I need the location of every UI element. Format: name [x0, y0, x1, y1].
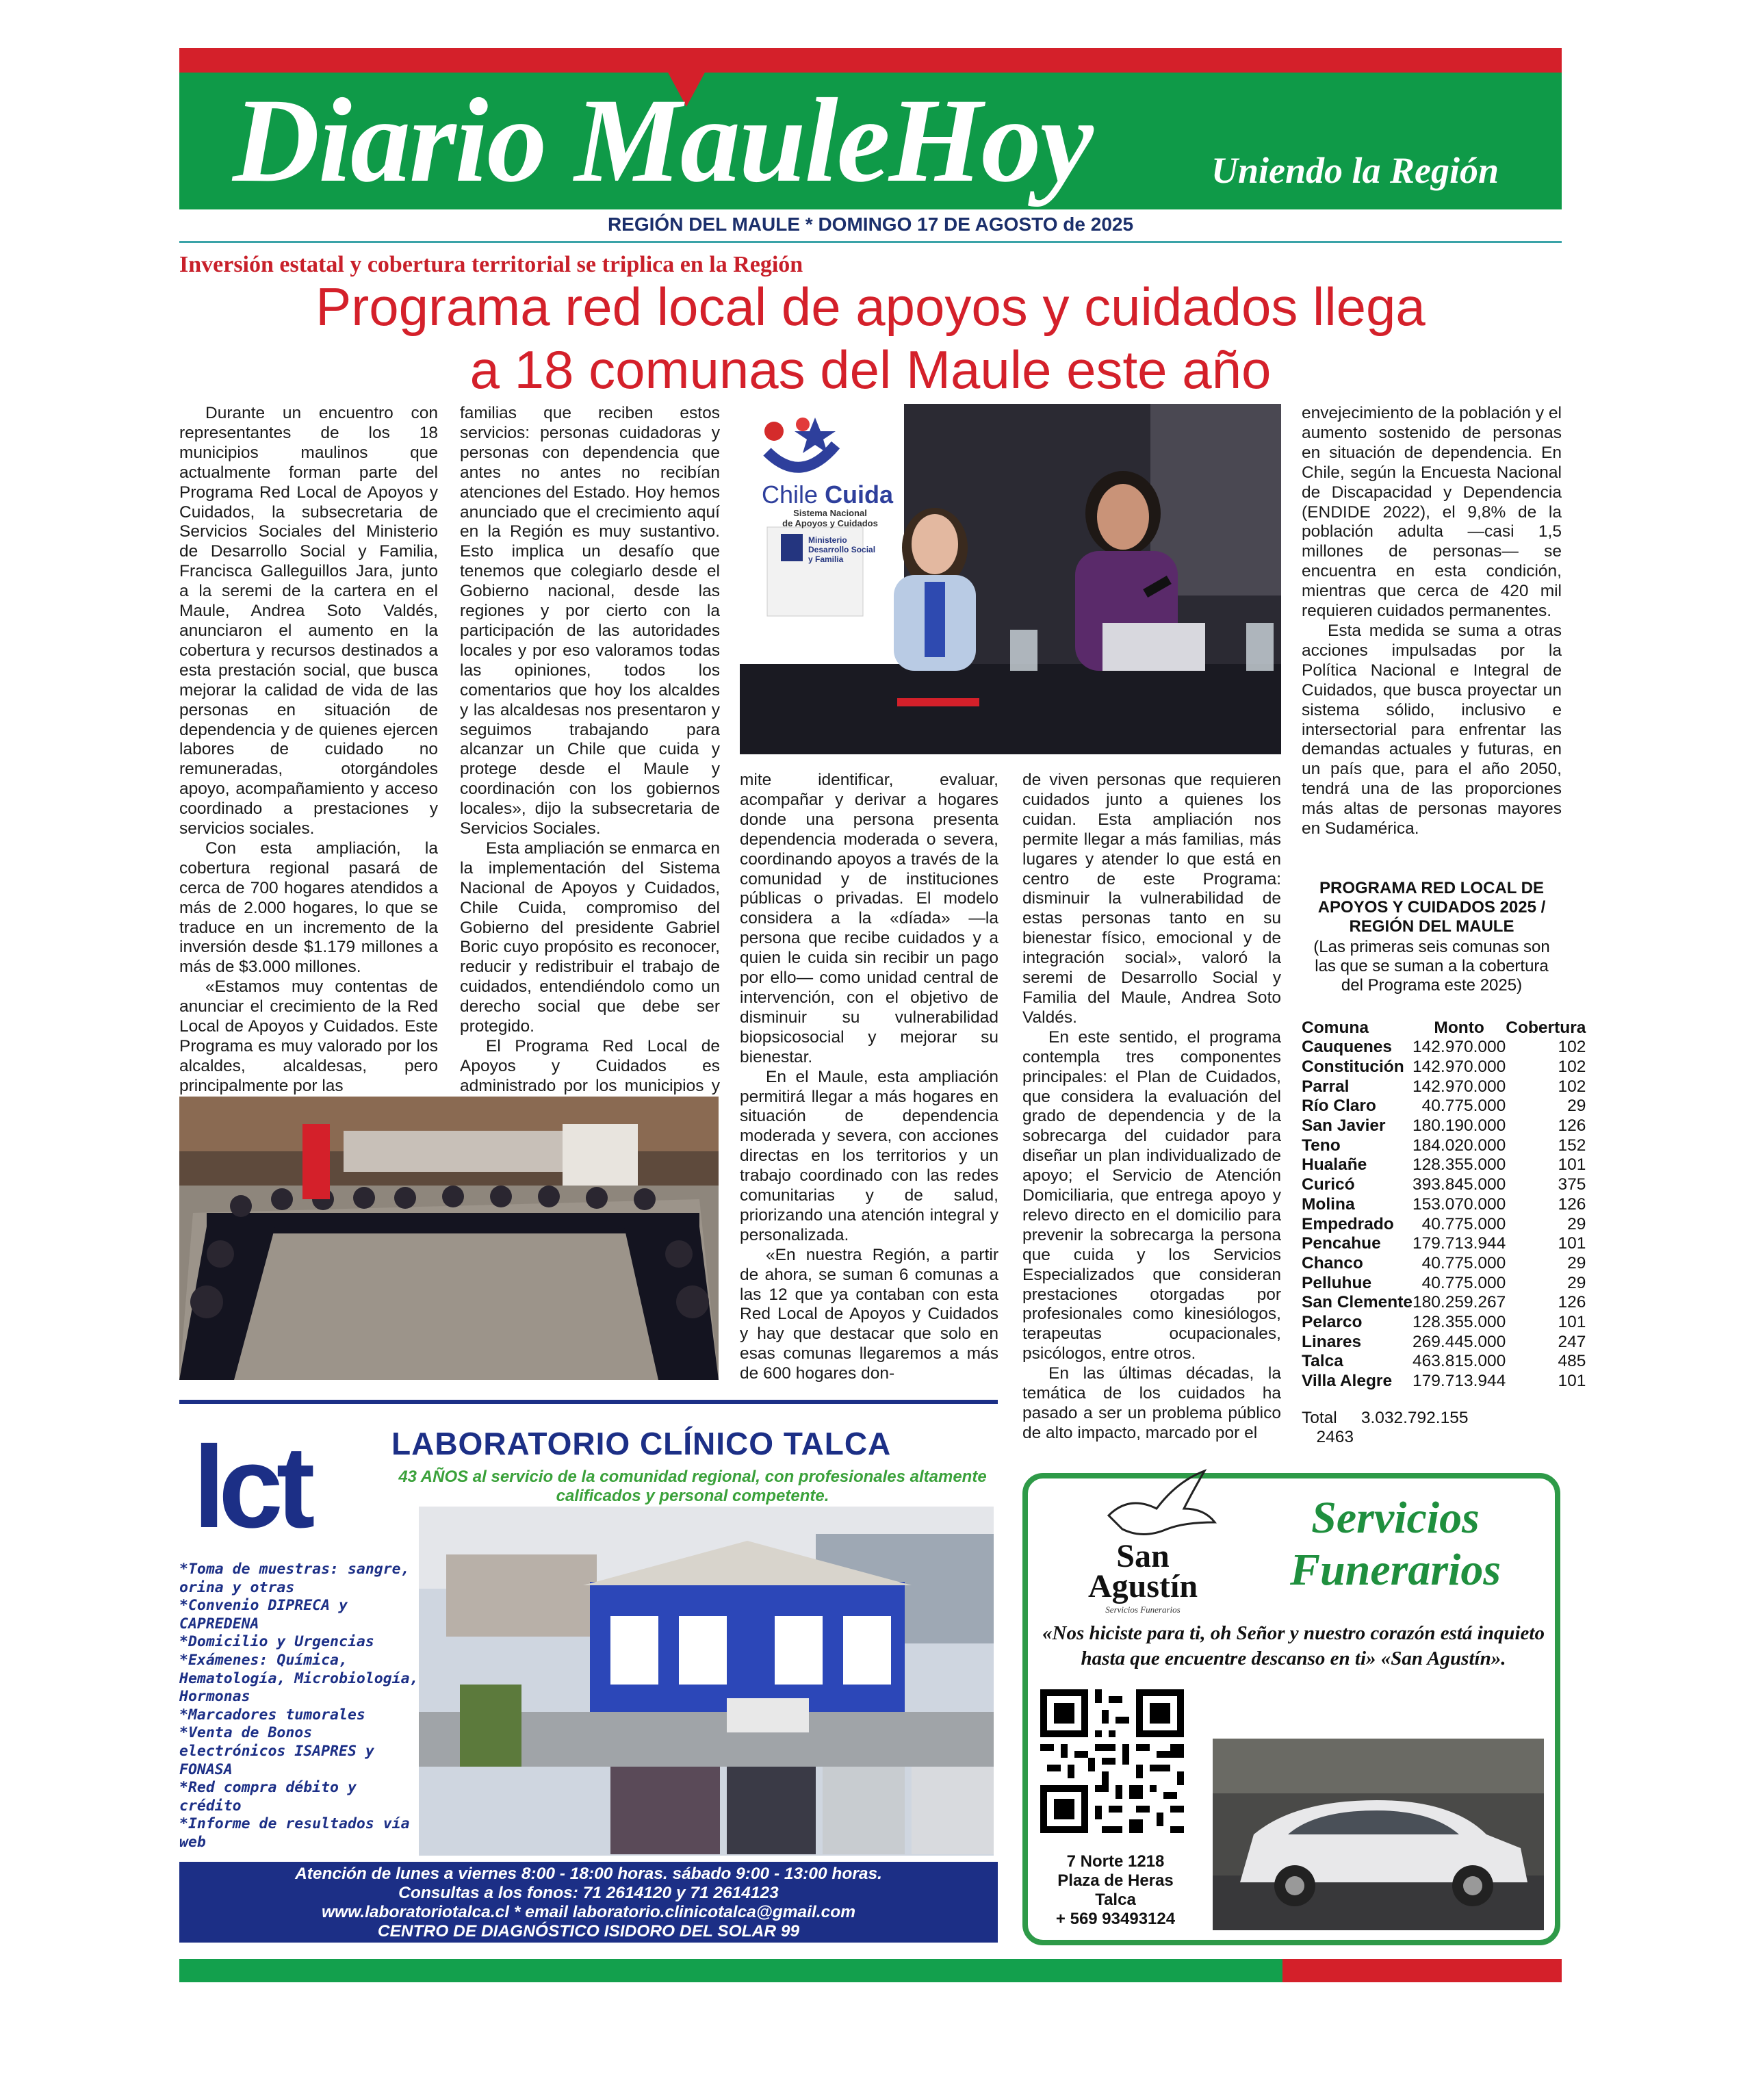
cell-cobertura: 485 [1558, 1352, 1586, 1371]
funeral-title [1248, 1492, 1543, 1596]
lab-building-logo [186, 1431, 371, 1548]
cell-cobertura: 375 [1558, 1175, 1586, 1194]
cell-comuna: Molina [1302, 1194, 1355, 1214]
dove-icon [1102, 1468, 1218, 1543]
brand-line-1: San [1116, 1538, 1170, 1574]
cell-comuna: Pelarco [1302, 1312, 1363, 1331]
cell-cobertura: 29 [1567, 1273, 1586, 1292]
cell-monto: 40.775.000 [1421, 1214, 1506, 1233]
funeral-quote: «Nos hiciste para ti, oh Señor y nuestro corazón está inquieto hasta que encuentre descanso en ti» «San Agustín». [1042, 1622, 1545, 1669]
lab-service-item: *Red compra débito y crédito [179, 1779, 357, 1815]
headline-line-1: Programa red local de apoyos y cuidados llega [315, 277, 1426, 337]
chile-cuida-brand-2: Cuida [825, 481, 894, 509]
cell-monto: 128.355.000 [1413, 1312, 1506, 1331]
article-headline [179, 275, 1562, 401]
cell-comuna: Curicó [1302, 1175, 1355, 1194]
paragraph: En este sentido, el programa contempla tres componentes principales: el Plan de Cuidados, que considera la evaluación del grado de dependencia y de la sobrecarga del cuidador para diseñar un plan individualizado de apoyo; el Servicio de Atención Domiciliaria, que entrega apoyo y relevo directo en el domicilio para prevenir la sobrecarga la persona que cuida y los Servicios Especializados que consideran prestaciones otorgadas por profesionales como kinesiólogos, terapeutas ocupacionales, psicólogos, entre otros. [1022, 1027, 1281, 1363]
article-column-4 [1022, 771, 1281, 1444]
table-row [1302, 1332, 1586, 1352]
newspaper-title: Diario MauleHoy [233, 74, 1092, 207]
table-total-row [1302, 1409, 1562, 1447]
table-row [1302, 1038, 1586, 1058]
chile-cuida-sub-2: de Apoyos y Cuidados [782, 518, 878, 528]
lab-service-item: *Exámenes: Química, Hematología, Microbiología, Hormonas [179, 1651, 419, 1706]
cell-monto: 180.259.267 [1413, 1293, 1506, 1312]
photo-meeting-room [179, 1097, 719, 1380]
cell-cobertura: 29 [1567, 1253, 1586, 1272]
paragraph: envejecimiento de la población y el aumento sostenido de personas en situación de dependencia. En Chile, según la Encuesta Nacional de Discapacidad y Dependencia (ENDIDE 2022), el 9,8% de la población adulta —casi 1,5 millones de personas— se encuentra en esta condición, mientras que cerca de 420 mil requieren cuidados permanentes. [1302, 404, 1562, 621]
lab-subtitle: 43 AÑOS al servicio de la comunidad regional, con profesionales altamente calificados y personal competente. [398, 1468, 987, 1505]
lct-logo-text: lct [193, 1431, 309, 1548]
address-phone: + 569 93493124 [1055, 1910, 1176, 1928]
chile-cuida-sub-1: Sistema Nacional [793, 508, 867, 518]
cell-monto: 142.970.000 [1413, 1038, 1506, 1057]
paragraph: Durante un encuentro con representantes de los 18 municipios maulinos que actualmente forman parte del Programa Red Local de Apoyos y Cuidados, la subsecretaria de Servicios Sociales del Ministerio de Desarrollo Social y Familia, Francisca Galleguillos Jara, junto a la seremi de la cartera en el Maule, Andrea Soto Valdés, anunciaron el aumento en la cobertura y recursos destinados a esta prestación social, que busca mejorar la calidad de vida de las personas en situación de dependencia y de quienes ejercen labores de cuidado no remuneradas, otorgándoles apoyo, acompañamiento y acceso coordinado a prestaciones y servicios sociales. [179, 404, 438, 838]
lab-phones: Consultas a los fonos: 71 2614120 y 71 2614123 [398, 1884, 779, 1902]
table-row [1302, 1097, 1586, 1116]
cell-comuna: Pencahue [1302, 1234, 1381, 1253]
table-row [1302, 1293, 1586, 1313]
cell-monto: 184.020.000 [1413, 1136, 1506, 1155]
photo-panel-speakers [740, 404, 1281, 754]
table-row [1302, 1077, 1586, 1097]
cell-comuna: Talca [1302, 1352, 1343, 1371]
table-note: (Las primeras seis comunas son las que se suman a la cobertura del Programa este 2025) [1313, 938, 1550, 995]
article-column-3 [740, 771, 998, 1384]
paragraph: mite identificar, evaluar, acompañar y derivar a hogares donde una persona presenta dependencia moderada o severa, coordinando apoyos a través de la comunidad y de instituciones públicas o privadas. El modelo considera a la «díada» —la persona que recibe cuidados y a quien le cuida sin recibir un pago por ello— como unidad central de intervención, con el objetivo de disminuir su vulnerabilidad biopsicosocial y mejorar su bienestar. [740, 771, 998, 1066]
lab-building-photo [419, 1507, 994, 1856]
newspaper-tagline: Uniendo la Región [1211, 150, 1499, 191]
cell-comuna: Villa Alegre [1302, 1372, 1393, 1391]
cell-cobertura: 101 [1558, 1155, 1586, 1175]
headline-line-2: a 18 comunas del Maule este año [469, 340, 1272, 400]
cell-comuna: Teno [1302, 1136, 1341, 1155]
cell-cobertura: 101 [1558, 1234, 1586, 1253]
cell-cobertura: 247 [1558, 1332, 1586, 1351]
table-body [1302, 1038, 1586, 1391]
footer-red-bar [1282, 1959, 1562, 1982]
table-row [1302, 1254, 1586, 1274]
brand-line-2: Agustín [1087, 1568, 1198, 1604]
header-cobertura: Cobertura [1506, 1019, 1586, 1037]
total-coverage: 2463 [1316, 1428, 1354, 1446]
lab-service-item: *Toma de muestras: sangre, orina y otras [179, 1561, 410, 1596]
lab-title: LABORATORIO CLÍNICO TALCA [391, 1426, 892, 1461]
paragraph: Esta medida se suma a otras acciones impulsadas por la Política Nacional e Integral de Cuidados, que busca proyectar un sistema sólido, inclusivo e intersectorial para enfrentar las demandas actuales y futuras, en un país que, para el año 2050, tendrá una de las proporciones más altas de personas mayores en Sudamérica. [1302, 621, 1562, 838]
paragraph: «En nuestra Región, a partir de ahora, se suman 6 comunas a las 12 que ya contaban con esta Red Local de Apoyos y Cuidados y hay que destacar que solo en esas comunas llegaremos a más de 600 hogares don- [740, 1245, 998, 1383]
article-column-1 [179, 404, 438, 1097]
cell-comuna: Pelluhue [1302, 1273, 1372, 1292]
cell-monto: 142.970.000 [1413, 1058, 1506, 1077]
lab-service-item: *Marcadores tumorales [179, 1706, 365, 1724]
table-title: PROGRAMA RED LOCAL DE APOYOS Y CUIDADOS 2025 / REGIÓN DEL MAULE [1317, 879, 1546, 936]
cell-monto: 179.713.944 [1413, 1372, 1506, 1391]
table-row [1302, 1136, 1586, 1155]
cell-monto: 153.070.000 [1413, 1194, 1506, 1214]
cell-cobertura: 126 [1558, 1116, 1586, 1136]
dateline-rule [179, 241, 1562, 243]
cell-monto: 393.845.000 [1413, 1175, 1506, 1194]
cell-monto: 180.190.000 [1413, 1116, 1506, 1136]
cell-comuna: Río Claro [1302, 1097, 1376, 1116]
lab-contact: www.laboratoriotalca.cl * email laboratorio.clinicotalca@gmail.com [322, 1903, 855, 1921]
ministry-sign: Ministerio Desarrollo Social y Familia [808, 535, 876, 564]
cell-comuna: San Clemente [1302, 1293, 1413, 1312]
cell-cobertura: 29 [1567, 1097, 1586, 1116]
lab-address: CENTRO DE DIAGNÓSTICO ISIDORO DEL SOLAR 99 [377, 1922, 800, 1941]
lab-service-item: *Convenio DIPRECA y CAPREDENA [179, 1597, 348, 1632]
photo-panel-illustration [740, 404, 1281, 754]
cell-cobertura: 126 [1558, 1293, 1586, 1312]
table-row [1302, 1313, 1586, 1333]
paragraph: Con esta ampliación, la cobertura regional pasará de cerca de 700 hogares atendidos a más de 2.000 hogares, lo que se traduce en un incremento de la inversión desde $1.179 millones a más de $3.000 millones. [179, 838, 438, 977]
table-header-row [1302, 1019, 1586, 1038]
qr-code-icon[interactable] [1040, 1689, 1184, 1833]
chile-cuida-brand-1: Chile [762, 481, 818, 509]
total-label: Total [1302, 1409, 1337, 1427]
cell-cobertura: 102 [1558, 1077, 1586, 1096]
paragraph: Esta ampliación se enmarca en la implementación del Sistema Nacional de Apoyos y Cuidados, Chile Cuida, compromiso del Gobierno del presidente Gabriel Boric cuyo propósito es reconocer, reducir y redistribuir el trabajo de cuidados, entendiéndolo como un derecho social que debe ser protegido. [460, 838, 720, 1036]
article-column-2 [460, 404, 720, 1116]
article-column-5 [1302, 404, 1562, 839]
article-kicker: Inversión estatal y cobertura territorial se triplica en la Región [179, 252, 803, 277]
photo-meeting-illustration [179, 1097, 719, 1380]
table-row [1302, 1195, 1586, 1215]
footer-green-bar [179, 1959, 1282, 1982]
total-amount: 3.032.792.155 [1360, 1409, 1469, 1427]
table-row [1302, 1352, 1586, 1372]
cell-cobertura: 101 [1558, 1312, 1586, 1331]
table-row [1302, 1116, 1586, 1136]
cell-comuna: Constitución [1302, 1058, 1404, 1077]
cell-comuna: Hualañe [1302, 1155, 1367, 1175]
address-street: 7 Norte 1218 [1066, 1852, 1165, 1871]
cell-cobertura: 126 [1558, 1194, 1586, 1214]
coverage-table [1302, 1019, 1586, 1391]
funeral-title-1: Servicios [1311, 1493, 1480, 1543]
cell-comuna: Empedrado [1302, 1214, 1394, 1233]
cell-comuna: San Javier [1302, 1116, 1386, 1136]
table-row [1302, 1058, 1586, 1077]
table-row [1302, 1273, 1586, 1293]
table-row [1302, 1155, 1586, 1175]
address-city: Talca [1095, 1891, 1136, 1909]
paragraph: «Estamos muy contentas de anunciar el crecimiento de la Red Local de Apoyos y Cuidados. Este Programa es muy valorado por los alcaldes, alcaldesas, pero principalmente por las [179, 977, 438, 1095]
paragraph: familias que reciben estos servicios: personas cuidadoras y personas con dependencia que antes no antes no recibían atenciones del Estado. Hoy hemos anunciado que el crecimiento aquí en la Región es muy sustantivo. Esto implica un desafío que tenemos que colegiarlo desde el Gobierno nacional, desde las regiones y por cierto con la participación de las autoridades locales y por eso valoramos todas las opiniones, todos los comentarios que hoy los alcaldes y las alcaldesas nos presentaron y seguimos trabajando para alcanzar un Chile que cuida y protege desde el Maule y coordinación con los gobiernos locales», dijo la subsecretaria de Servicios Sociales. [460, 404, 720, 838]
hearse-car-photo [1213, 1739, 1544, 1930]
san-agustin-logo [1054, 1538, 1232, 1604]
cell-monto: 269.445.000 [1413, 1332, 1506, 1351]
cell-cobertura: 29 [1567, 1214, 1586, 1233]
cell-cobertura: 101 [1558, 1372, 1586, 1391]
paragraph: El Programa Red Local de Apoyos y Cuidados es administrado por los municipios y [460, 1037, 720, 1095]
header-monto: Monto [1434, 1019, 1484, 1037]
brand-subtitle: Servicios Funerarios [1105, 1604, 1181, 1615]
lab-service-item: *Domicilio y Urgencias [179, 1633, 374, 1651]
funeral-title-2: Funerarios [1289, 1545, 1501, 1595]
cell-monto: 40.775.000 [1421, 1097, 1506, 1116]
cell-monto: 40.775.000 [1421, 1253, 1506, 1272]
header-comuna: Comuna [1302, 1019, 1369, 1037]
paragraph: En las últimas décadas, la temática de los cuidados ha pasado a ser un problema público de alto impacto, marcado por el [1022, 1364, 1281, 1442]
cell-monto: 40.775.000 [1421, 1273, 1506, 1292]
cell-monto: 142.970.000 [1413, 1077, 1506, 1096]
masthead-red-bar [179, 48, 1562, 73]
cell-comuna: Linares [1302, 1332, 1362, 1351]
lab-service-item: *Venta de Bonos electrónicos ISAPRES y FONASA [179, 1724, 374, 1778]
paragraph: En el Maule, esta ampliación permitirá llegar a más hogares en situación de dependencia moderada y severa, con acciones directas en los territorios y un trabajo coordinado con las redes comunitarias y de salud, priorizando una atención integral y personalizada. [740, 1067, 998, 1244]
cell-comuna: Chanco [1302, 1253, 1363, 1272]
cell-monto: 463.815.000 [1413, 1352, 1506, 1371]
table-row [1302, 1175, 1586, 1195]
table-row [1302, 1214, 1586, 1234]
paragraph: de viven personas que requieren cuidados junto a quienes los cuidan. Esta ampliación nos permite llegar a más familias, más lugares y atender lo que está en centro de este Programa: disminuir la vulnerabilidad de estas personas tanto en su bienestar físico, emocional y de integración social», valoró la seremi de Desarrollo Social y Familia del Maule, Andrea Soto Valdés. [1022, 771, 1281, 1027]
cell-cobertura: 152 [1558, 1136, 1586, 1155]
table-row [1302, 1234, 1586, 1254]
cell-cobertura: 102 [1558, 1038, 1586, 1057]
funeral-address [1040, 1852, 1191, 1929]
lab-hours: Atención de lunes a viernes 8:00 - 18:00 horas. sábado 9:00 - 13:00 horas. [295, 1865, 882, 1883]
cell-comuna: Cauquenes [1302, 1038, 1393, 1057]
cell-monto: 179.713.944 [1413, 1234, 1506, 1253]
address-plaza: Plaza de Heras [1057, 1871, 1174, 1890]
lab-services-list [179, 1561, 419, 1852]
dateline: REGIÓN DEL MAULE * DOMINGO 17 DE AGOSTO de 2025 [607, 214, 1134, 235]
cell-monto: 128.355.000 [1413, 1155, 1506, 1175]
lab-service-item: *Informe de resultados vía web [179, 1815, 410, 1851]
lab-footer [179, 1862, 998, 1943]
table-row [1302, 1372, 1586, 1392]
cell-cobertura: 102 [1558, 1058, 1586, 1077]
cell-comuna: Parral [1302, 1077, 1350, 1096]
